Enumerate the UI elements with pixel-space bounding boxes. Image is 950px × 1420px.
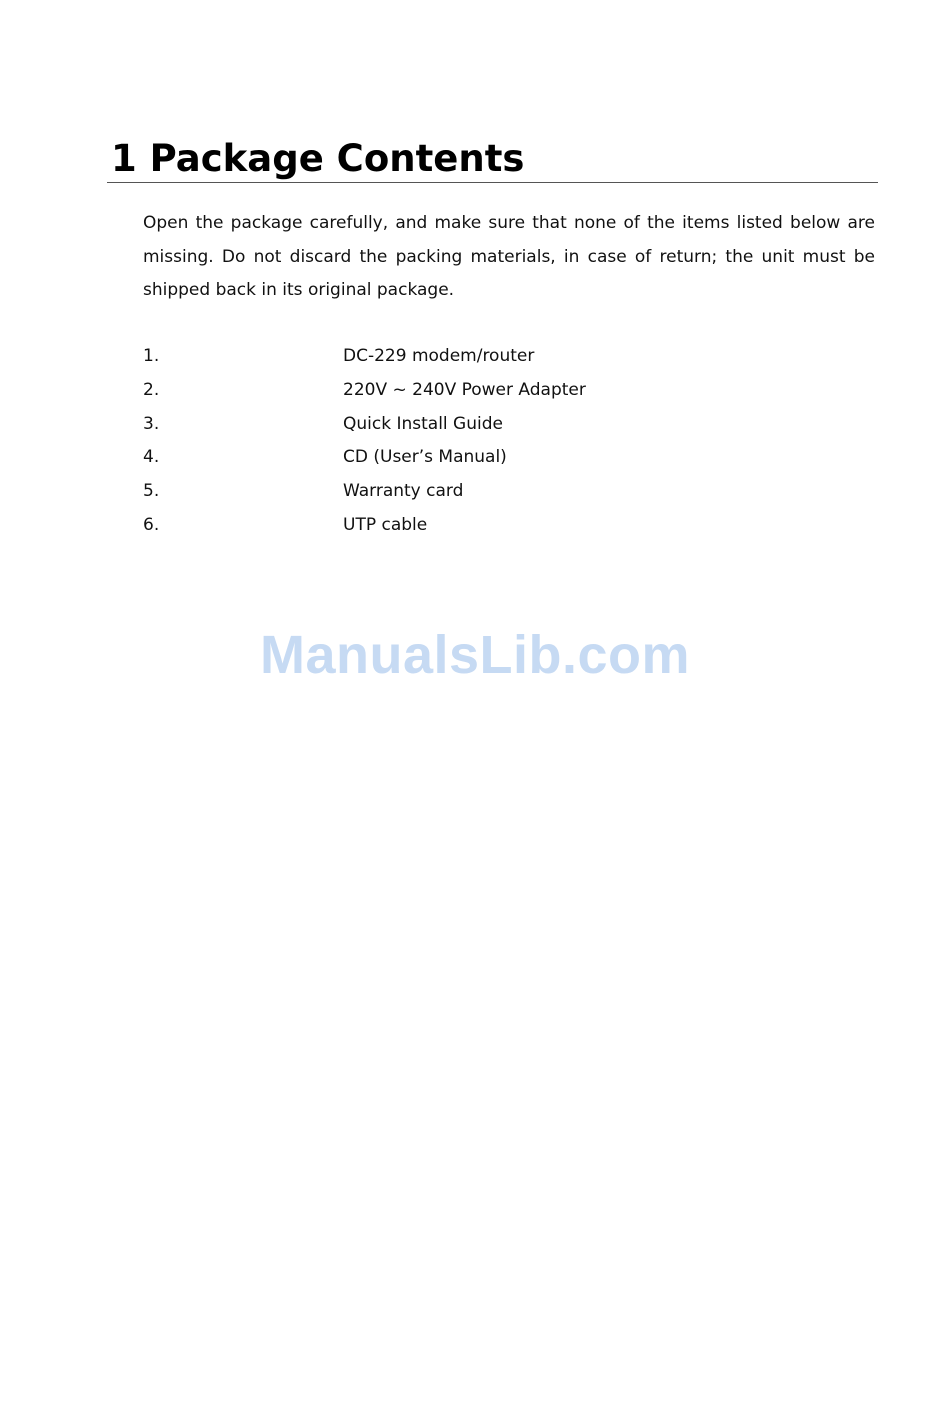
item-number: 6. xyxy=(143,514,160,535)
item-number: 5. xyxy=(143,481,160,502)
item-label: DC-229 modem/router xyxy=(343,346,535,366)
manualslib-watermark: ManualsLib.com xyxy=(259,625,691,685)
item-number: 1. xyxy=(143,346,160,366)
item-label: 220V ~ 240V Power Adapter xyxy=(343,379,586,400)
item-number: 3. xyxy=(143,413,160,434)
item-label: Warranty card xyxy=(343,481,464,502)
section-heading: 1 Package Contents xyxy=(111,137,525,180)
intro-paragraph: Open the package carefully, and make sure that none of the items listed below are missing. Do not discard the packing materials, in case of return; the unit must be shipped back in its original package. xyxy=(143,213,875,300)
heading-divider xyxy=(107,182,878,183)
item-label: Quick Install Guide xyxy=(343,413,503,434)
item-label: UTP cable xyxy=(343,514,428,535)
item-number: 4. xyxy=(143,447,160,468)
item-label: CD (User’s Manual) xyxy=(343,447,507,468)
item-number: 2. xyxy=(143,379,160,400)
